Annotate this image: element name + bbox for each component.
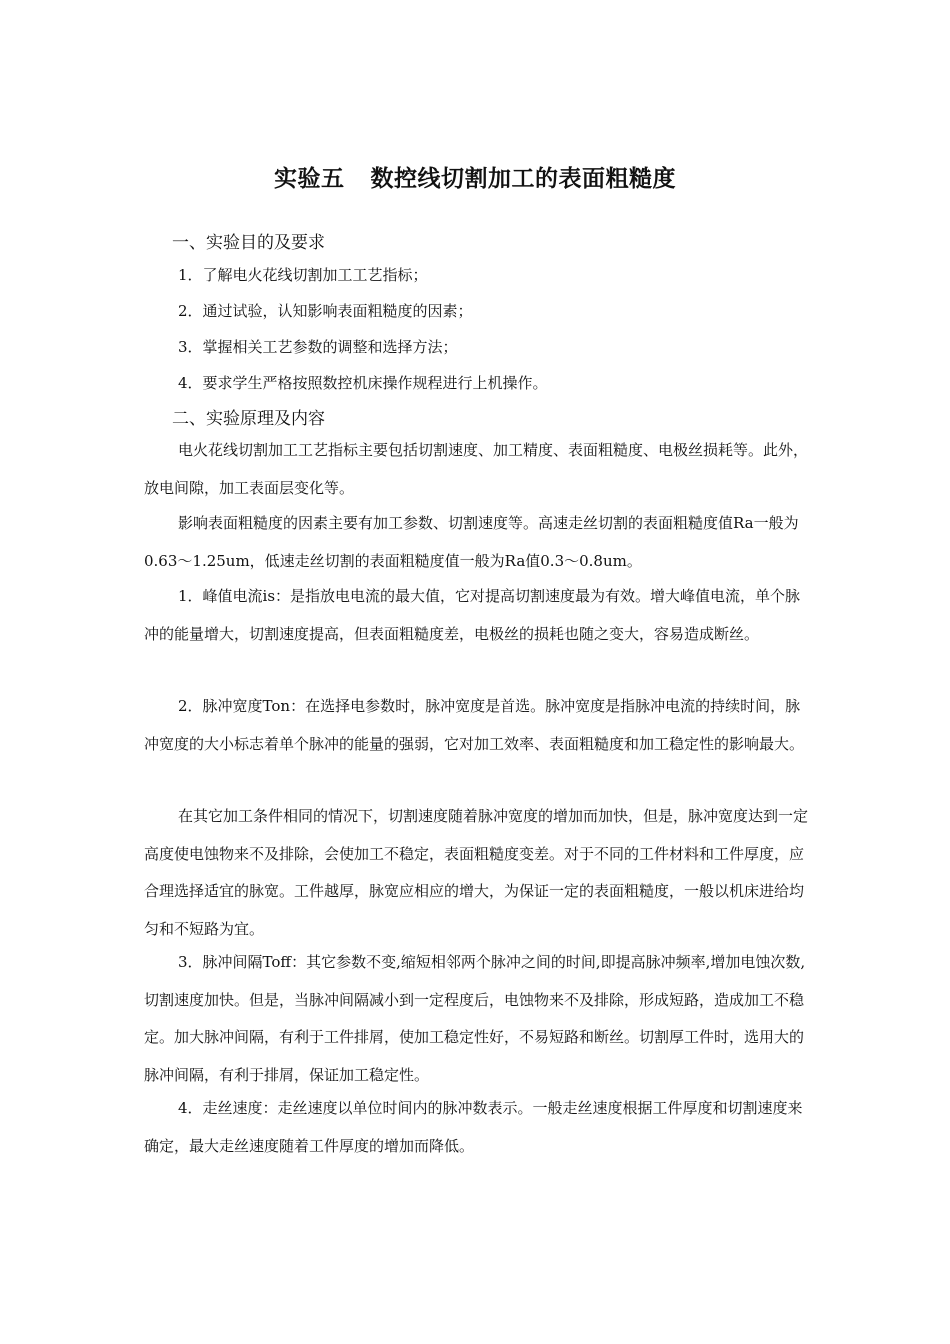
paragraph-pulse-width <box>144 688 812 763</box>
paragraph-pulse-interval <box>144 944 812 1094</box>
objective-item-4: 4．要求学生严格按照数控机床操作规程进行上机操作。 <box>178 374 548 392</box>
paragraph-text: 2．脉冲宽度Ton：在选择电参数时，脉冲宽度是首选。脉冲宽度是指脉冲电流的持续时间，脉冲宽度的大小标志着单个脉冲的能量的强弱，它对加工效率、表面粗糙度和加工稳定性的影响最大。 <box>144 697 805 753</box>
paragraph-process-indicators <box>144 432 812 507</box>
title-experiment-number: 实验五 <box>274 166 345 192</box>
title-topic: 数控线切割加工的表面粗糙度 <box>370 166 676 192</box>
paragraph-text: 影响表面粗糙度的因素主要有加工参数、切割速度等。高速走丝切割的表面粗糙度值Ra一般为0.63～1.25um，低速走丝切割的表面粗糙度值一般为Ra值0.3～0.8um。 <box>144 514 799 570</box>
paragraph-text: 3．脉冲间隔Toff：其它参数不变,缩短相邻两个脉冲之间的时间,即提高脉冲频率,增加电蚀次数,切割速度加快。但是，当脉冲间隔减小到一定程度后，电蚀物来不及排除，形成短路，造成加工不稳定。加大脉冲间隔，有利于工件排屑，使加工稳定性好，不易短路和断丝。切割厚工件时，选用大的脉冲间隔，有利于排屑，保证加工稳定性。 <box>144 953 806 1084</box>
objective-item-3: 3．掌握相关工艺参数的调整和选择方法； <box>178 338 458 356</box>
paragraph-text: 在其它加工条件相同的情况下，切割速度随着脉冲宽度的增加而加快，但是，脉冲宽度达到一定高度使电蚀物来不及排除，会使加工不稳定，表面粗糙度变差。对于不同的工件材料和工件厚度，应合理选择适宜的脉宽。工件越厚，脉宽应相应的增大，为保证一定的表面粗糙度，一般以机床进给均匀和不短路为宜。 <box>144 807 809 938</box>
paragraph-roughness-factors <box>144 505 812 580</box>
paragraph-text: 1．峰值电流is：是指放电电流的最大值，它对提高切割速度最为有效。增大峰值电流，单个脉冲的能量增大，切割速度提高，但表面粗糙度差，电极丝的损耗也随之变大，容易造成断丝。 <box>144 587 801 643</box>
paragraph-peak-current <box>144 578 812 653</box>
section-heading-principles: 二、实验原理及内容 <box>172 409 325 429</box>
section-heading-objectives: 一、实验目的及要求 <box>172 233 325 253</box>
paragraph-wire-speed <box>144 1090 812 1165</box>
objective-item-1: 1．了解电火花线切割加工工艺指标； <box>178 266 428 284</box>
paragraph-pulse-width-effects <box>144 798 812 948</box>
paragraph-text: 4．走丝速度：走丝速度以单位时间内的脉冲数表示。一般走丝速度根据工件厚度和切割速度来确定，最大走丝速度随着工件厚度的增加而降低。 <box>144 1099 803 1155</box>
objective-item-2: 2．通过试验，认知影响表面粗糙度的因素； <box>178 302 473 320</box>
page-title <box>0 160 950 193</box>
paragraph-text: 电火花线切割加工工艺指标主要包括切割速度、加工精度、表面粗糙度、电极丝损耗等。此外，放电间隙，加工表面层变化等。 <box>144 441 809 497</box>
